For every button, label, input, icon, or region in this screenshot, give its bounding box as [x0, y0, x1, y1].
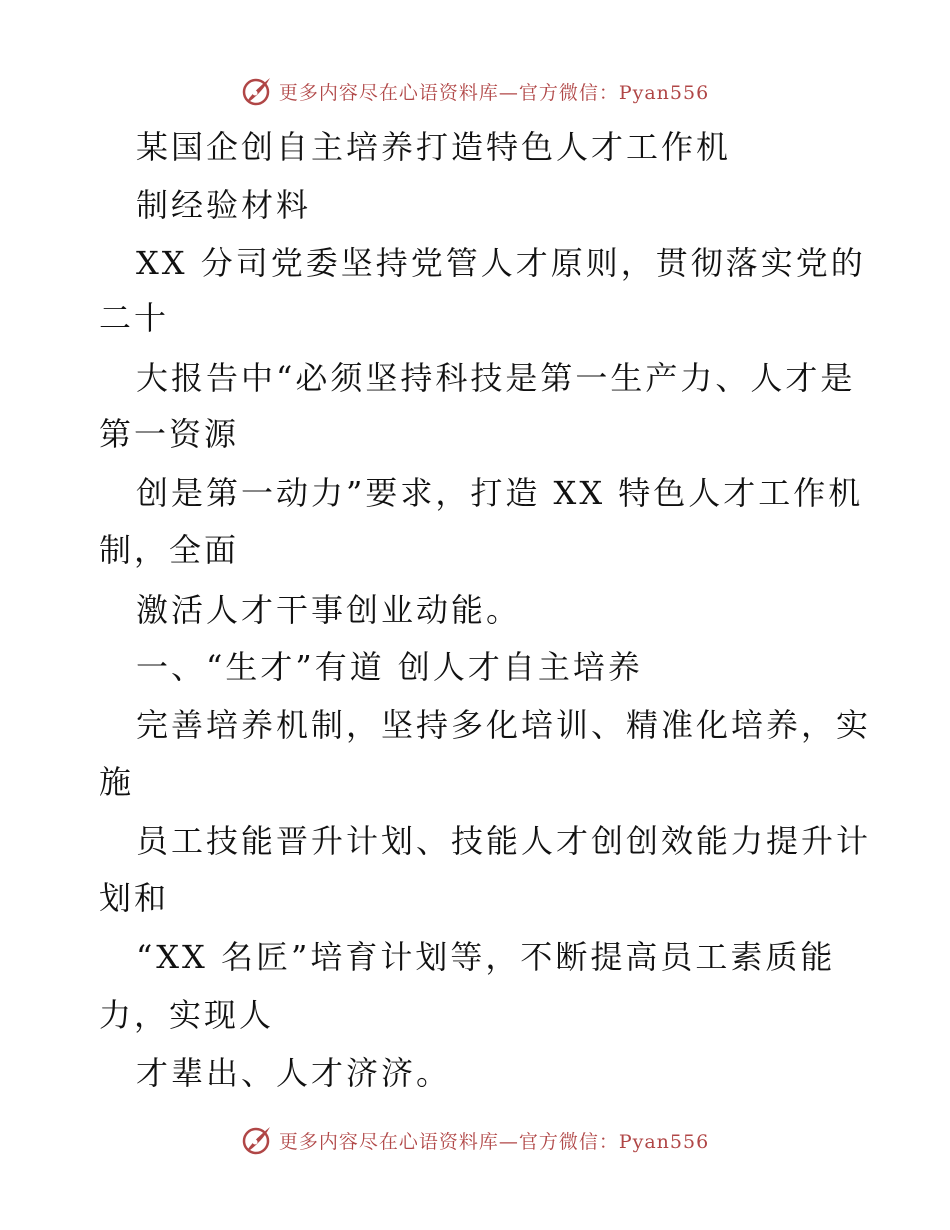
footer-watermark: [0, 1120, 950, 1160]
section-heading: 一、“生才”有道 创人才自主培养: [136, 648, 643, 686]
doc-title-line-1: 某国企创自主培养打造特色人才工作机: [136, 128, 732, 166]
doc-text-line: 划和: [99, 879, 170, 917]
doc-text-line: 才辈出、人才济济。: [136, 1054, 452, 1092]
doc-text-line: 第一资源: [99, 415, 240, 453]
watermark-text: 更多内容尽在心语资料库—官方微信：Pyan556: [278, 1130, 710, 1153]
watermark-text: 更多内容尽在心语资料库—官方微信：Pyan556: [278, 81, 710, 104]
header-watermark: [0, 71, 950, 111]
doc-text-line: 员工技能晋升计划、技能人才创创效能力提升计: [136, 822, 872, 860]
doc-text-line: 完善培养机制，坚持多化培训、精准化培养，实: [136, 706, 872, 744]
doc-text-line: 大报告中“必须坚持科技是第一生产力、人才是: [136, 359, 856, 397]
quill-logo-icon: [241, 75, 273, 107]
quill-logo-icon: [241, 1124, 273, 1156]
doc-text-line: XX 分司党委坚持党管人才原则，贯彻落实党的: [136, 244, 866, 282]
doc-text-line: 制，全面: [99, 531, 240, 569]
doc-text-line: 激活人才干事创业动能。: [136, 591, 522, 629]
doc-title-line-2: 制经验材料: [136, 186, 312, 224]
doc-text-line: 力，实现人: [99, 996, 275, 1034]
doc-text-line: 施: [99, 763, 135, 801]
doc-text-line: 二十: [99, 299, 170, 337]
doc-text-line: 创是第一动力”要求，打造 XX 特色人才工作机: [136, 474, 864, 512]
doc-text-line: “XX 名匠”培育计划等，不断提高员工素质能: [136, 938, 836, 976]
